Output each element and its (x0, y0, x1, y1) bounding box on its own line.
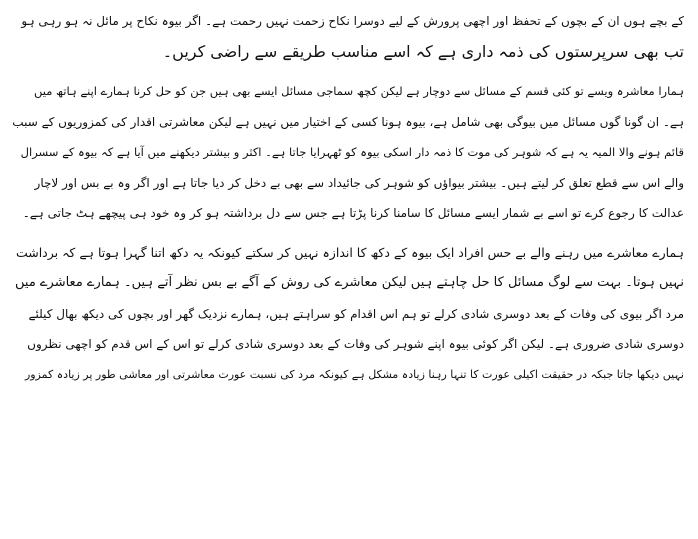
paragraph-1 (10, 6, 684, 67)
text-line: تب بھی سرپرستوں کی ذمہ داری ہے کہ اسے مناسب طریقے سے راضی کریں۔ (162, 41, 684, 61)
text-line: عدالت کا رجوع کرے تو اسے بے شمار ایسے مسائل کا سامنا کرنا پڑتا ہے جس سے دل برداشتہ ہو کر وہ خود ہی پیچھے ہٹ جاتی ہے۔ (22, 206, 684, 220)
paragraph-gap (10, 229, 684, 238)
text-line: ہمارا معاشرہ ویسے تو کئی قسم کے مسائل سے دوچار ہے لیکن کچھ سماجی مسائل ایسے بھی ہیں جن کو حل کرنا ہمارے اپنے ہاتھ میں (33, 84, 684, 98)
paragraph-3 (10, 238, 684, 391)
text-line: مرد اگر بیوی کی وفات کے بعد دوسری شادی کرلے تو ہم اس اقدام کو سراہتے ہیں، ہمارے نزدیک گھر اور بچوں کی دیکھ بھال کیلئے (28, 306, 684, 321)
text-line: نہیں ہوتا۔ بہت سے لوگ مسائل کا حل چاہتے ہیں لیکن معاشرے کی روش کے آگے بے بس نظر آتے ہیں۔ ہمارے معاشرے میں (15, 275, 684, 290)
text-line: ہمارے معاشرے میں رہنے والے بے حس افراد ایک بیوہ کے دکھ کا اندازہ نہیں کر سکتے کیونکہ یہ دکھ اتنا گہرا ہوتا ہے کہ برداشت (15, 244, 684, 260)
text-line: والے اس سے قطع تعلق کر لیتے ہیں۔ بیشتر بیواؤں کو شوہر کی جائیداد سے بھی بے دخل کر دیا جاتا ہے اور اگر وہ بے بس اور لاچار (34, 175, 684, 190)
text-line: کے بچے ہوں ان کے بچوں کے تحفظ اور اچھی پرورش کے لیے دوسرا نکاح زحمت نہیں رحمت ہے۔ اگر بیوہ نکاح پر مائل نہ ہو رہی ہو (21, 14, 684, 28)
text-line: نہیں دیکھا جاتا جبکہ در حقیقت اکیلی عورت کا تنہا رہنا زیادہ مشکل ہے کیونکہ مرد کی نسبت عورت معاشرتی اور معاشی طور پر زیادہ کمزور (24, 367, 684, 381)
text-line: قائم ہونے والا المیہ یہ ہے کہ شوہر کی موت کا ذمہ دار اسکی بیوہ کو ٹھہرایا جاتا ہے۔ اکثر و بیشتر دیکھنے میں آیا ہے کہ بیوہ کے سسرال (20, 145, 684, 159)
text-line: ہے۔ ان گونا گوں مسائل میں بیوگی بھی شامل ہے، بیوہ ہونا کسی کے اختیار میں نہیں ہے لیکن معاشرتی اقدار کی کمزوریوں کے سبب (12, 114, 684, 129)
paragraph-gap (10, 67, 684, 76)
text-line: دوسری شادی ضروری ہے۔ لیکن اگر کوئی بیوہ اپنے شوہر کی وفات کے بعد دوسری شادی کرلے تو اس کے اس قدم کو اچھی نظروں (27, 337, 684, 351)
paragraph-2 (10, 76, 684, 229)
